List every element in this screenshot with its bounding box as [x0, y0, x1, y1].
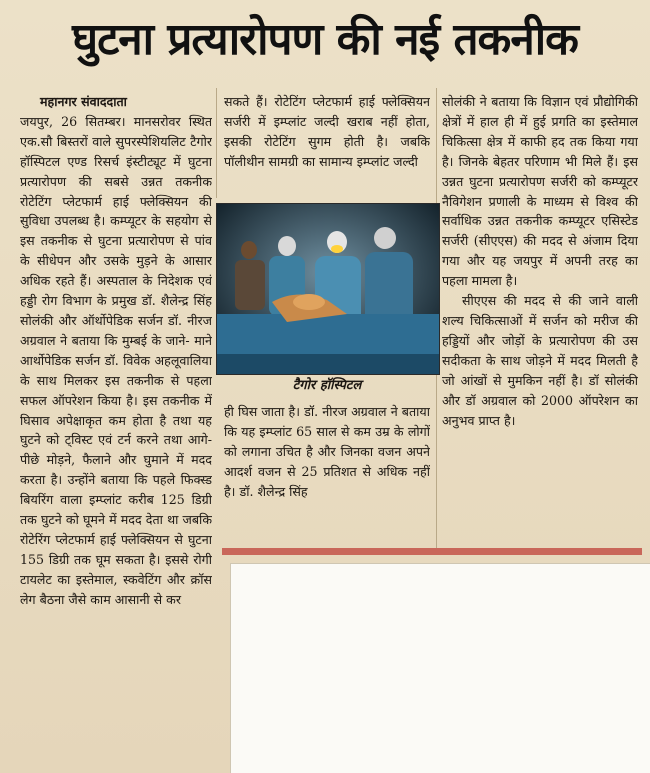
article-text-col2-top: सकते हैं। रोटेटिंग प्लेटफार्म हाई फ्लेक्सियन सर्जरी में इम्प्लांट जल्दी खराब नहीं होता, इसकी रोटेटिंग सुगम होती है। जबकि पॉलीथीन सामग्री का सामान्य इम्प्लांट जल्दी	[224, 94, 430, 169]
blank-ad-panel	[230, 563, 650, 773]
article-text-col3-p1: सोलंकी ने बताया कि विज्ञान एवं प्रौद्योगिकी क्षेत्रों में हाल ही में हुई प्रगति का इस्तेमाल चिकित्सा क्षेत्र में काफी हद तक किया गया है। जिनके बेहतर परिणाम भी मिले हैं। इस उन्नत घुटना प्रत्यारोपण सर्जरी को कम्प्यूटर नैविगेशन प्रणाली के माध्यम से विश्व की सर्वाधिक उन्नत तकनीक कम्प्यूटर एसिस्टेड सर्जरी (सीएएस) की मदद से अंजाम दिया गया और यह जयपुर में अपनी तरह का पहला मामला है।	[442, 94, 638, 289]
byline: महानगर संवाददाता	[40, 94, 127, 109]
blank-ad-box	[222, 548, 642, 773]
article-column-2-top	[224, 92, 430, 192]
surgery-photo	[216, 203, 440, 375]
photo-caption: टैगोर हॉस्पिटल	[292, 378, 362, 393]
article-column-2-bottom	[224, 402, 430, 542]
article-column-1	[20, 92, 212, 772]
article-text-col2-bottom: ही घिस जाता है। डॉ. नीरज अग्रवाल ने बताया कि यह इम्प्लांट 65 साल से कम उम्र के लोगों को लगाना उचित है और जिनका वजन अपने आदर्श वजन से 25 प्रतिशत से अधिक नहीं है। डॉ. शैलेन्द्र सिंह	[224, 404, 430, 499]
headline: घुटना प्रत्यारोपण की नई तकनीक	[72, 14, 578, 65]
article-column-3	[442, 92, 638, 552]
article-text-col1: जयपुर, 26 सितम्बर। मानसरोवर स्थित एक.सौ बिस्तरों वाले सुपरस्पेशियलिट टैगोर हॉस्पिटल एण्ड रिसर्च इंस्टीट्यूट में घुटना प्रत्यारोपण की सबसे उन्नत तकनीक रोटेटिंग प्लेटफार्म हाई फ्लेक्सियन की सुविधा उपलब्ध है। कम्प्यूटर के सहयोग से इस तकनीक से घुटना प्रत्यारोपण से पांव के सीधेपन और उसके मुड़ने के आसार अधिक रहते हैं। अस्पताल के निदेशक एवं हड्डी रोग विभाग के प्रमुख डॉ. शैलेन्द्र सिंह सोलंकी और ऑर्थोपेडिक सर्जन डॉ. नीरज अग्रवाल ने बताया कि मुम्बई के जाने- माने आर्थोपेडिक सर्जन डॉ. विवेक अहलूवालिया के साथ मिलकर इस तकनीक से पहला सफल ऑपरेशन किया है। इस तकनीक में घिसाव अपेक्षाकृत कम होता है तथा यह घुटने को ट्विस्ट एवं टर्न करने तथा आगे-पीछे मोड़ने, फैलाने और घुमाने में मदद करता है। उन्होंने बताया कि पहले फिक्स्ड बियरिंग वाला इम्प्लांट करीब 125 डिग्री तक घुटने को घूमने में मदद देता था जबकि रोटेरिंग प्लेटफार्म हाई फ्लेक्सियन से घुटना 155 डिग्री तक घूम सकता है। इससे रोगी टायलेट का इस्तेमाल, स्कवेटिंग और क्रॉस लेग बैठना जैसे काम आसानी से कर	[20, 113, 212, 607]
column-divider	[216, 88, 217, 198]
article-text-col3-p2: सीएएस की मदद से की जाने वाली शल्य चिकित्साओं में सर्जन को मरीज की हड्डियों और जोड़ों के प्रत्यारोपण की उस सदीकता के साथ जोड़ने में मदद मिलती है जो आंखों से मुमकिन नहीं है। डॉ सोलंकी और डॉ अग्रवाल को 2000 ऑपरेशन का अनुभव प्राप्त है।	[442, 293, 638, 428]
